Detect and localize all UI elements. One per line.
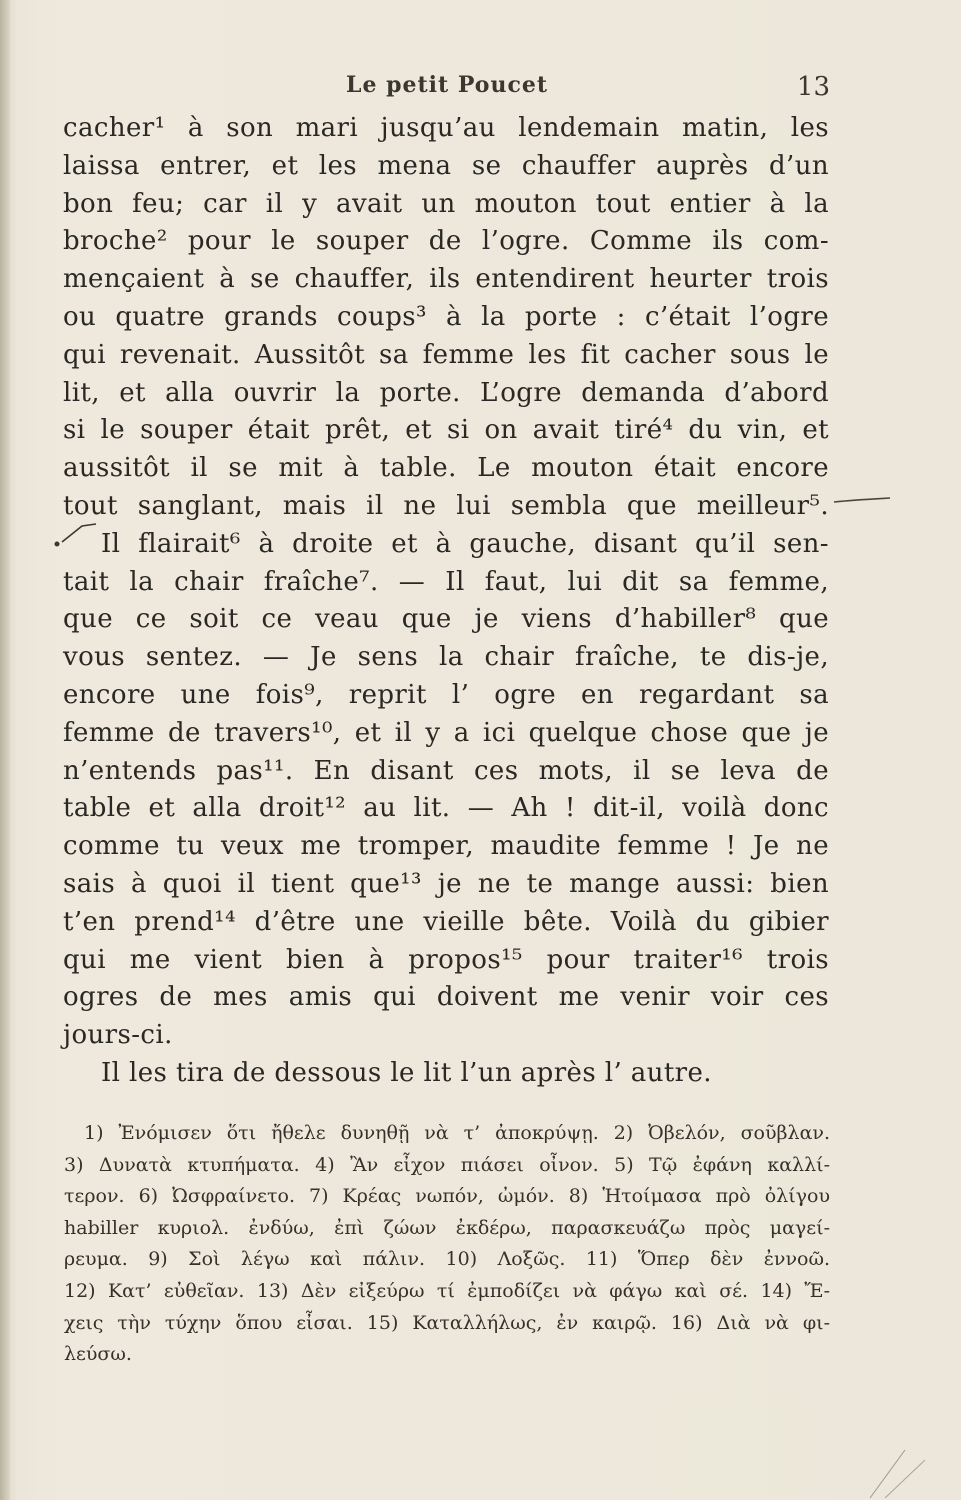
footnotes [64,1118,830,1371]
pencil-dash-mark [832,496,892,506]
page-spine-shadow [0,0,10,1500]
text-line: sais à quoi il tient que¹³ je ne te mange aussi: bien [63,868,829,899]
text-line: mençaient à se chauffer, ils entendirent heurter trois [63,264,829,295]
page-header [62,72,832,106]
pencil-slash-mark [52,520,98,550]
page-number: 13 [796,72,830,102]
footnote-line: 12) Κατ’ εὐθεῖαν. 13) Δὲν εἰξεύρω τί ἐμποδίζει νὰ φάγω καὶ σέ. 14) Ἔ- [64,1279,830,1302]
text-line: qui revenait. Aussitôt sa femme les fit cacher sous le [63,339,829,370]
text-line: broche² pour le souper de l’ogre. Comme ils com- [63,226,829,257]
text-line: aussitôt il se mit à table. Le mouton était encore [63,453,829,484]
text-line: laissa entrer, et les mena se chauffer auprès d’un [63,150,829,181]
text-line: vous sentez. — Je sens la chair fraîche, te dis-je, [63,642,829,673]
text-line: jours-ci. [63,1020,173,1051]
footnote-line: τερον. 6) Ὠσφραίνετο. 7) Κρέας νωπόν, ὠμόν. 8) Ἡτοίμασα πρὸ ὀλίγου [64,1185,830,1208]
running-title: Le petit Poucet [345,72,549,98]
body-text [63,110,829,1093]
text-line: Il les tira de dessous le lit l’un après l’ autre. [101,1057,712,1088]
text-line: ogres de mes amis qui doivent me venir voir ces [63,982,829,1013]
footnote-line: χεις τὴν τύχην ὅπου εἶσαι. 15) Καταλλήλως, ἐν καιρῷ. 16) Διὰ νὰ φι- [64,1311,830,1334]
footnote-line: ρευμα. 9) Σοὶ λέγω καὶ πάλιν. 10) Λοξῶς. 11) Ὅπερ δὲν ἐννοῶ. [64,1248,830,1271]
text-line: si le souper était prêt, et si on avait tiré⁴ du vin, et [63,415,829,446]
text-line: cacher¹ à son mari jusqu’au lendemain matin, les [63,113,829,143]
text-line: Il flairait⁶ à droite et à gauche, disant qu’il sen- [101,528,829,559]
text-line: femme de travers¹⁰, et il y a ici quelque chose que je [63,717,829,748]
pencil-corner-mark [865,1440,935,1500]
text-line: tout sanglant, mais il ne lui sembla que meilleur⁵. [63,490,829,521]
text-line: table et alla droit¹² au lit. — Ah ! dit-il, voilà donc [63,793,829,824]
text-line: n’entends pas¹¹. En disant ces mots, il se leva de [63,755,829,786]
footnote-line: λεύσω. [64,1343,132,1366]
text-line: encore une fois⁹, reprit l’ ogre en regardant sa [63,679,829,710]
footnote-line: habiller κυριολ. ἐνδύω, ἐπὶ ζώων ἐκδέρω, παρασκευάζω πρὸς μαγεί- [64,1216,830,1239]
text-line: t’en prend¹⁴ d’être une vieille bête. Voilà du gibier [63,906,829,937]
text-line: bon feu; car il y avait un mouton tout entier à la [63,188,829,219]
text-line: qui me vient bien à propos¹⁵ pour traiter¹⁶ trois [63,944,829,975]
footnote-line: 3) Δυνατὰ κτυπήματα. 4) Ἂν εἶχον πιάσει οἶνον. 5) Τῷ ἐφάνη καλλί- [64,1153,830,1176]
text-line: comme tu veux me tromper, maudite femme ! Je ne [63,831,829,862]
text-line: lit, et alla ouvrir la porte. L’ogre demanda d’abord [63,377,829,408]
text-line: ou quatre grands coups³ à la porte : c’était l’ogre [63,301,829,332]
footnote-line: 1) Ἐνόμισεν ὅτι ἤθελε δυνηθῇ νὰ τ’ ἀποκρύψῃ. 2) Ὀβελόν, σοῦβλαν. [84,1122,830,1144]
text-line: tait la chair fraîche⁷. — Il faut, lui dit sa femme, [63,566,829,597]
text-line: que ce soit ce veau que je viens d’habiller⁸ que [63,604,829,635]
